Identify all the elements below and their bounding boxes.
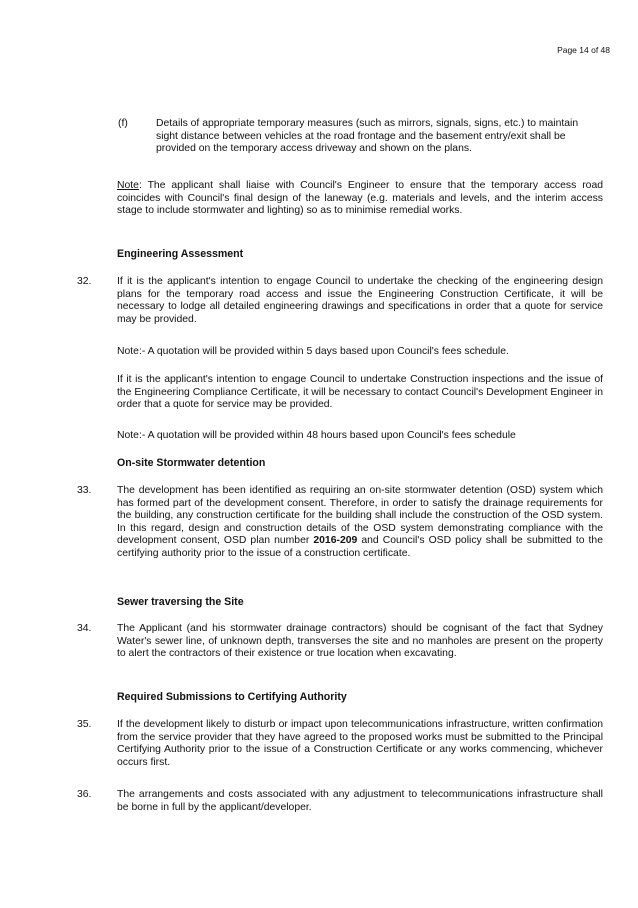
item-33-number: 33.	[77, 485, 92, 496]
note-label: Note	[117, 180, 139, 191]
item-35-number: 35.	[77, 719, 92, 730]
heading-sewer: Sewer traversing the Site	[117, 596, 244, 608]
item-34-number: 34.	[77, 623, 92, 634]
item-33-text-after: and Council's OSD policy shall be submitted to the certifying authority prior to the issue of a construction certificate.	[117, 535, 603, 559]
heading-engineering-assessment: Engineering Assessment	[117, 248, 244, 260]
item-32-note1: Note:- A quotation will be provided within 5 days based upon Council's fees schedule.	[117, 346, 509, 357]
note-text: : The applicant shall liaise with Council's Engineer to ensure that the temporary access road coincides with Council's final design of the laneway (e.g. materials and levels, and the interim access stage to include stormwater and lighting) so as to minimise remedial works.	[117, 180, 603, 216]
item-32-para2: If it is the applicant's intention to engage Council to undertake Construction inspections and the issue of the Engineering Compliance Certificate, it will be necessary to contact Council's Development Engineer in order that a quote for service may be provided.	[117, 374, 603, 410]
item-33-text	[117, 485, 603, 560]
item-34-text: The Applicant (and his stormwater drainage contractors) should be cognisant of the fact that Sydney Water's sewer line, of unknown depth, transverses the site and no manholes are present on the property to alert the contractors of their existence or true location when excavating.	[117, 623, 603, 659]
item-33-text-before: The development has been identified as requiring an on-site stormwater detention (OSD) system which has formed part of the development consent. Therefore, in order to satisfy the drainage requirements for the building, any construction certificate for the building shall include the construction of the OSD system. In this regard, design and construction details of the OSD system demonstrating compliance with the development consent, OSD plan number	[117, 485, 603, 546]
item-32-number: 32.	[77, 276, 92, 287]
item-32-note2: Note:- A quotation will be provided within 48 hours based upon Council's fees schedule	[117, 430, 516, 441]
item-35-text: If the development likely to disturb or impact upon telecommunications infrastructure, written confirmation from the service provider that they have agreed to the proposed works must be submitted to the Principal Certifying Authority prior to the issue of a Construction Certificate or any works commencing, whichever occurs first.	[117, 719, 603, 768]
item-36-number: 36.	[77, 789, 92, 800]
item-36-text: The arrangements and costs associated with any adjustment to telecommunications infrastructure shall be borne in full by the applicant/developer.	[117, 789, 603, 813]
note-laneway	[117, 180, 603, 218]
osd-plan-number: 2016-209	[313, 535, 358, 546]
item-f-label: (f)	[118, 118, 128, 129]
heading-onsite-stormwater: On-site Stormwater detention	[117, 457, 266, 469]
item-32-para1: If it is the applicant's intention to engage Council to undertake the checking of the engineering design plans for the temporary road access and issue the Engineering Construction Certificate, it will be necessary to lodge all detailed engineering drawings and specifications in order that a quote for service may be provided.	[117, 276, 603, 325]
heading-submissions: Required Submissions to Certifying Authority	[117, 691, 347, 703]
item-f-text: Details of appropriate temporary measures (such as mirrors, signals, signs, etc.) to maintain sight distance between vehicles at the road frontage and the basement entry/exit shall be provided on the temporary access driveway and shown on the plans.	[156, 118, 579, 154]
page-number: Page 14 of 48	[557, 45, 610, 55]
